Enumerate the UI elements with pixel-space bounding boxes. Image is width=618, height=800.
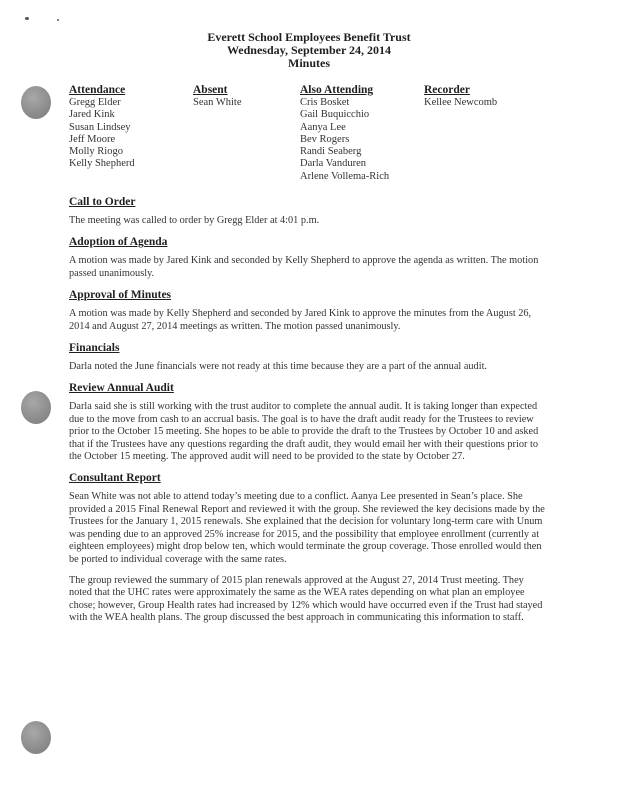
recorder-column (424, 84, 497, 109)
guest: Randi Seaberg (300, 146, 362, 158)
scan-speck (57, 19, 59, 21)
attendance-heading: Attendance (69, 84, 126, 96)
attendee: Molly Riogo (69, 146, 123, 158)
attendance-column (69, 84, 135, 171)
attendee: Susan Lindsey (69, 121, 131, 133)
document-header (0, 31, 618, 70)
section-paragraph: The group reviewed the summary of 2015 plan renewals approved at the August 27, 2014 Trust meeting. They noted that the UHC rates were approximately the same as the WEA rates depending on what plan an employee chose; however, Group Health rates had increased by 12% which would have occurred even if the Trust had stayed with the WEA health plans. The group discussed the best approach in communicating this information to staff. (69, 574, 543, 624)
recorder-heading: Recorder (424, 84, 470, 96)
section-heading-adoption-of-agenda: Adoption of Agenda (69, 236, 168, 249)
guest: Arlene Vollema-Rich (300, 170, 390, 182)
section-paragraph: Darla noted the June financials were not ready at this time because they are a part of the annual audit. (69, 361, 487, 373)
document-type: Minutes (288, 56, 330, 70)
attendee: Jared Kink (69, 109, 115, 121)
section-heading-financials: Financials (69, 342, 120, 355)
punch-hole (21, 721, 51, 754)
minutes-body (69, 196, 547, 634)
guest: Darla Vanduren (300, 158, 366, 170)
punch-hole (21, 86, 51, 119)
absent-column (193, 84, 242, 109)
section-heading-approval-of-minutes: Approval of Minutes (69, 289, 172, 302)
org-name: Everett School Employees Benefit Trust (207, 30, 411, 44)
punch-hole (21, 391, 51, 424)
also-attending-heading: Also Attending (300, 84, 374, 96)
attendee: Gregg Elder (69, 97, 121, 108)
meeting-date: Wednesday, September 24, 2014 (226, 43, 392, 57)
guest: Bev Rogers (300, 133, 350, 145)
section-paragraph: The meeting was called to order by Gregg Elder at 4:01 p.m. (69, 215, 320, 226)
recorder-name: Kellee Newcomb (424, 97, 498, 108)
section-paragraph: A motion was made by Kelly Shepherd and seconded by Jared Kink to approve the minutes from the August 26, 2014 and August 27, 2014 meetings as written. The motion passed unanimously. (69, 308, 532, 332)
section-heading-consultant-report: Consultant Report (69, 472, 161, 485)
also-attending-column (300, 84, 389, 183)
scan-speck (25, 17, 29, 20)
section-paragraph: Darla said she is still working with the trust auditor to complete the annual audit. It is taking longer than expected due to the move from cash to an accrual basis. The goal is to have the draft audit ready for the Trustees to review prior to the October 15 meeting. She hopes to be able to provide the draft to the Trustees by October 10 and asked that if the Trustees have any questions regarding the draft audit, they would email her with their questions prior to the October 15 meeting. The approved audit will need to be provided to the state by October 27. (69, 401, 539, 463)
guest: Aanya Lee (300, 121, 346, 133)
section-heading-review-annual-audit: Review Annual Audit (69, 382, 174, 395)
absent-heading: Absent (193, 84, 228, 96)
section-heading-call-to-order: Call to Order (69, 196, 136, 208)
section-paragraph: A motion was made by Jared Kink and seconded by Kelly Shepherd to approve the agenda as written. The motion passed unanimously. (69, 255, 539, 279)
section-paragraph: Sean White was not able to attend today’s meeting due to a conflict. Aanya Lee presented in Sean’s place. She provided a 2015 Final Renewal Report and reviewed it with the group. She reviewed the key decisions made by the Trustees for the January 1, 2015 renewals. She explained that the decision for voluntary long-term care with Unum was pending due to an approved 25% increase for 2015, and the possibility that employee enrollment (currently at eighteen employees) might drop below ten, which would terminate the group coverage. Those enrolled would then be ported to individual coverage with the same rates. (69, 491, 545, 565)
attendee: Kelly Shepherd (69, 158, 135, 170)
absentee: Sean White (193, 97, 242, 108)
attendee: Jeff Moore (69, 133, 116, 145)
guest: Cris Bosket (300, 97, 350, 108)
guest: Gail Buquicchio (300, 109, 370, 121)
